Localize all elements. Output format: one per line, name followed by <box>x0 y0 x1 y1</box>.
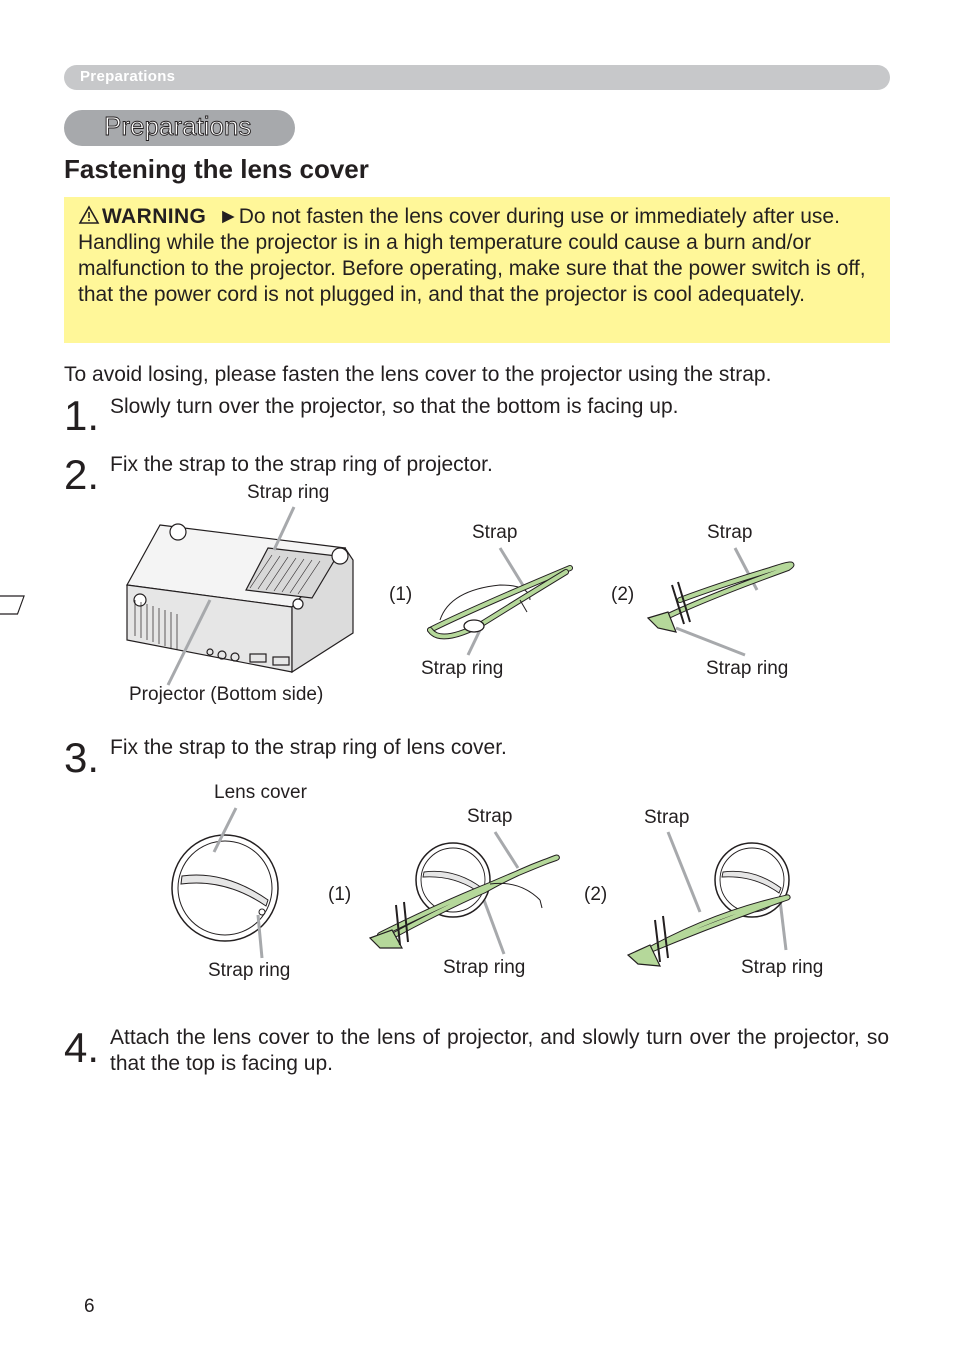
projector-illustration <box>0 524 353 672</box>
fig2-sub2: (2) <box>584 884 608 905</box>
step-2-number: 2. <box>64 451 100 498</box>
lens-cover-illustration <box>172 835 278 941</box>
fig1-strap-b: Strap <box>707 522 753 543</box>
fig2-lens-cover-label: Lens cover <box>214 782 307 803</box>
fig1-strap-ring-b: Strap ring <box>706 658 789 679</box>
fig2-strap-1 <box>370 843 557 948</box>
fig2-sub1: (1) <box>328 884 352 905</box>
fig2-strap-ring-lc: Strap ring <box>208 960 291 981</box>
fig1-strap-ring-a: Strap ring <box>421 658 504 679</box>
fig1-strap-a: Strap <box>472 522 518 543</box>
section-label: Preparations <box>104 111 252 141</box>
fig1-strap-ring-label: Strap ring <box>247 482 330 503</box>
step-4-number: 4. <box>64 1024 100 1071</box>
fig2-strap-b: Strap <box>644 807 690 828</box>
step-1-text: Slowly turn over the projector, so that the bottom is facing up. <box>110 395 679 418</box>
page-title: Fastening the lens cover <box>64 154 369 184</box>
step-1-number: 1. <box>64 392 100 439</box>
intro-text: To avoid losing, please fasten the lens cover to the projector using the strap. <box>64 363 772 386</box>
fig2-strap-2 <box>628 843 789 966</box>
warning-label: WARNING <box>78 205 206 228</box>
fig2-strap-ring-b: Strap ring <box>741 957 824 978</box>
header-label: Preparations <box>80 68 176 85</box>
fig1-sub2: (2) <box>611 584 635 605</box>
fig1-strap-1 <box>430 568 570 636</box>
step-3-number: 3. <box>64 734 100 781</box>
fig2-strap-ring-a: Strap ring <box>443 957 526 978</box>
fig1-strap-2 <box>648 564 791 632</box>
fig1-projector-caption: Projector (Bottom side) <box>129 684 324 705</box>
warning-text: ►Do not fasten the lens cover during use or immediately after use. Handling while the projector is in a high temperature could cause a burn and/or malfunction to the projector. Before operating, make sure that the power switch is off, that the power cord is not plugged in, and that the projector is cool adequately. <box>78 205 866 306</box>
step-2-text: Fix the strap to the strap ring of projector. <box>110 453 493 476</box>
fig2-strap-a: Strap <box>467 806 513 827</box>
step-3-text: Fix the strap to the strap ring of lens cover. <box>110 736 507 759</box>
step-4-text: Attach the lens cover to the lens of projector, and slowly turn over the projector, so that the top is facing up. <box>110 1026 889 1075</box>
page-number: 6 <box>84 1296 95 1317</box>
fig1-sub1: (1) <box>389 584 413 605</box>
